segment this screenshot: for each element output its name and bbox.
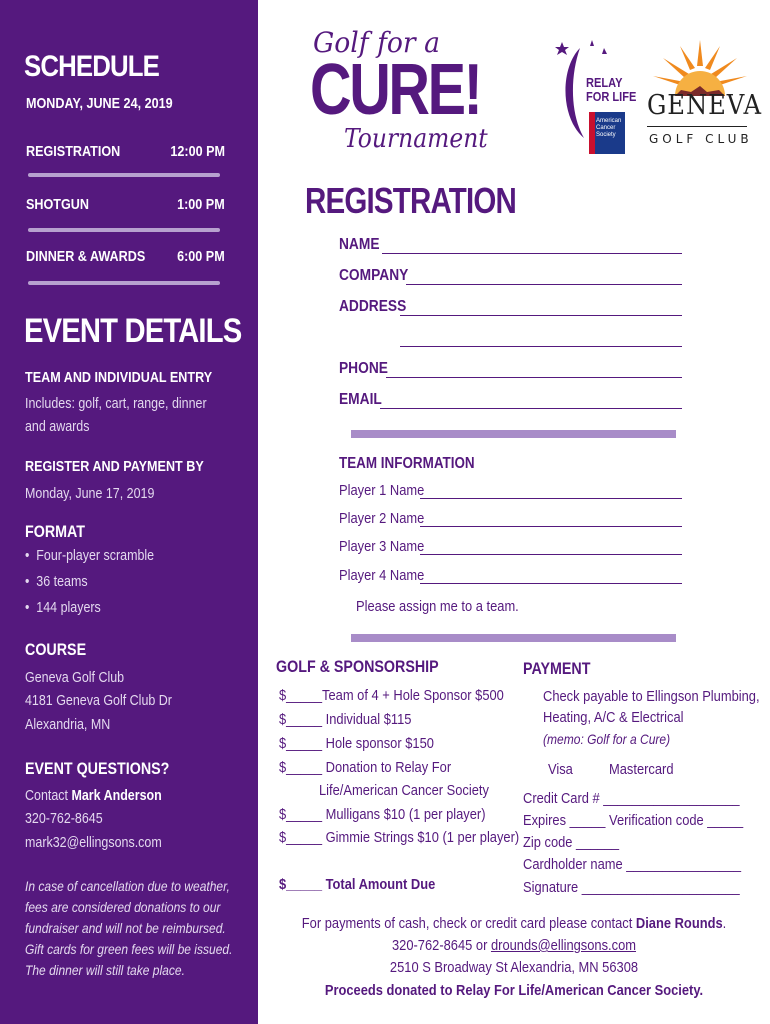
bullet-icon: • (25, 600, 37, 616)
sponsor-option[interactable]: $_____ Individual $115 (279, 711, 412, 728)
course-line: Geneva Golf Club (25, 670, 125, 686)
phone-field[interactable] (386, 377, 682, 378)
divider-bar (351, 634, 676, 642)
footer (258, 913, 770, 1003)
schedule-title: SCHEDULE (24, 50, 160, 83)
sponsor-option[interactable]: $_____ Mulligans $10 (1 per player) (279, 806, 486, 823)
check-line: Check payable to Ellingson Plumbing, (543, 688, 760, 705)
email-field[interactable] (380, 408, 682, 409)
phone-label: PHONE (339, 360, 388, 377)
entry-line: Includes: golf, cart, range, dinner (25, 396, 207, 412)
check-line: Heating, A/C & Electrical (543, 709, 684, 726)
divider (28, 173, 220, 177)
cardholder-field[interactable]: Cardholder name ________________ (523, 856, 742, 873)
sponsor-option-cont: Life/American Cancer Society (319, 782, 489, 799)
zip-field[interactable]: Zip code ______ (523, 834, 620, 851)
divider (28, 228, 220, 232)
schedule-time: 6:00 PM (177, 248, 225, 265)
expires-field[interactable]: Expires _____ Verification code _____ (523, 812, 744, 829)
total-amount-due[interactable]: $_____ Total Amount Due (279, 876, 436, 893)
deadline-heading: REGISTER AND PAYMENT BY (25, 458, 204, 475)
acs-text: American Cancer Society (596, 118, 622, 138)
company-field[interactable] (406, 284, 682, 285)
signature-field[interactable]: Signature ______________________ (523, 879, 740, 896)
sponsor-option[interactable]: $_____ Hole sponsor $150 (279, 735, 434, 752)
email-label: EMAIL (339, 391, 382, 408)
geneva-golf-club-logo (645, 38, 763, 153)
relay-text: RELAY FOR LIFE (586, 75, 637, 104)
memo-line: (memo: Golf for a Cure) (543, 731, 671, 747)
name-field[interactable] (382, 253, 682, 254)
player-1-field[interactable] (420, 498, 682, 499)
entry-heading: TEAM AND INDIVIDUAL ENTRY (25, 369, 213, 386)
divider-bar (351, 430, 676, 438)
player-2-label: Player 2 Name (339, 510, 425, 527)
cancel-note: Gift cards for green fees will be issued. (25, 941, 233, 957)
course-line: Alexandria, MN (25, 717, 111, 733)
assign-team-option[interactable]: Please assign me to a team. (356, 598, 519, 615)
company-label: COMPANY (339, 267, 409, 284)
player-3-label: Player 3 Name (339, 538, 425, 555)
player-2-field[interactable] (420, 526, 682, 527)
golf-club-text: GOLF CLUB (649, 132, 753, 146)
schedule-label: REGISTRATION (26, 143, 121, 160)
format-item: • Four-player scramble (25, 548, 155, 564)
geneva-text: GENEVA (647, 90, 763, 121)
footer-proceeds: Proceeds donated to Relay For Life/American Cancer Society. (324, 982, 704, 999)
address-line-2-field[interactable] (400, 346, 682, 347)
player-3-field[interactable] (420, 554, 682, 555)
player-4-label: Player 4 Name (339, 567, 425, 584)
tournament-script: Tournament (344, 124, 488, 154)
contact-name: Mark Anderson (71, 788, 162, 804)
golf-for-a-script: Golf for a (313, 26, 440, 59)
cancel-note: The dinner will still take place. (25, 962, 185, 978)
schedule-label: DINNER & AWARDS (26, 248, 146, 265)
address-field[interactable] (400, 315, 682, 316)
cancel-note: In case of cancellation due to weather, (25, 878, 230, 894)
left-panel (0, 0, 258, 1024)
footer-address: 2510 S Broadway St Alexandria, MN 56308 (389, 959, 639, 976)
registration-title: REGISTRATION (305, 180, 517, 221)
format-item: • 36 teams (25, 574, 88, 590)
schedule-time: 12:00 PM (170, 143, 225, 160)
player-4-field[interactable] (420, 583, 682, 584)
credit-card-field[interactable]: Credit Card # ___________________ (523, 790, 740, 807)
cancel-note: fundraiser and will not be reimbursed. (25, 920, 226, 936)
schedule-label: SHOTGUN (26, 196, 89, 213)
bullet-icon: • (25, 574, 37, 590)
footer-phone-email: 320-762-8645 or drounds@ellingsons.com (391, 937, 637, 954)
contact-phone: 320-762-8645 (25, 811, 103, 827)
cure-title: CURE! (310, 50, 481, 130)
footer-contact-name: Diane Rounds (635, 915, 723, 932)
team-heading: TEAM INFORMATION (339, 455, 475, 472)
player-1-label: Player 1 Name (339, 482, 425, 499)
footer-contact: For payments of cash, check or credit card please contact Diane Rounds. (301, 915, 727, 932)
name-label: NAME (339, 236, 380, 253)
schedule-date: MONDAY, JUNE 24, 2019 (26, 95, 173, 112)
sun-icon (645, 38, 755, 98)
footer-email-link[interactable]: drounds@ellingsons.com (490, 937, 637, 954)
relay-for-life-logo (552, 38, 642, 158)
bullet-icon: • (25, 548, 37, 564)
deadline-date: Monday, June 17, 2019 (25, 486, 155, 502)
contact-line: Contact Mark Anderson (25, 788, 162, 804)
divider (647, 126, 747, 127)
event-details-title: EVENT DETAILS (24, 312, 242, 350)
mastercard-option[interactable]: Mastercard (609, 761, 674, 778)
format-item: • 144 players (25, 600, 101, 616)
contact-email[interactable]: mark32@ellingsons.com (25, 835, 162, 851)
sponsor-option[interactable]: $_____Team of 4 + Hole Sponsor $500 (279, 687, 504, 704)
visa-option[interactable]: Visa (548, 761, 573, 778)
format-heading: FORMAT (25, 522, 86, 541)
course-line: 4181 Geneva Golf Club Dr (25, 693, 172, 709)
address-label: ADDRESS (339, 298, 407, 315)
sponsor-option[interactable]: $_____ Gimmie Strings $10 (1 per player) (279, 829, 520, 846)
entry-line: and awards (25, 419, 90, 435)
sponsor-option[interactable]: $_____ Donation to Relay For (279, 759, 452, 776)
schedule-time: 1:00 PM (177, 196, 225, 213)
sponsorship-heading: GOLF & SPONSORSHIP (276, 657, 439, 676)
payment-heading: PAYMENT (523, 659, 591, 678)
questions-heading: EVENT QUESTIONS? (25, 759, 170, 778)
cancel-note: fees are considered donations to our (25, 899, 221, 915)
divider (28, 281, 220, 285)
course-heading: COURSE (25, 640, 87, 659)
